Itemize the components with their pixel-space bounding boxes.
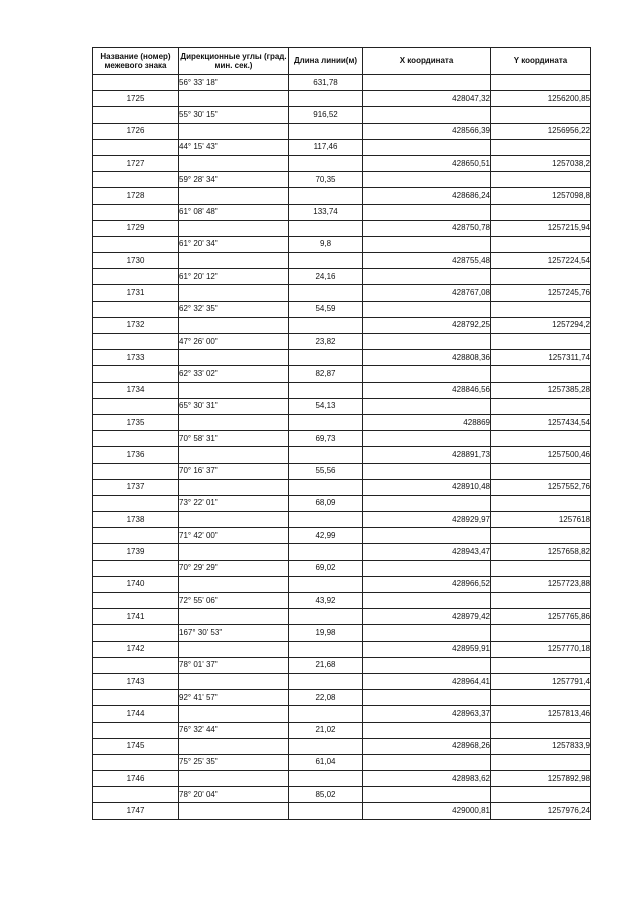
cell-marker-name: 1738 [93,512,179,528]
cell-x-coordinate [363,334,491,350]
cell-direction-angle: 70° 29' 29" [179,560,289,576]
cell-direction-angle: 47° 26' 00" [179,334,289,350]
table-row [93,414,591,430]
cell-marker-name: 1743 [93,673,179,689]
table-row [93,771,591,787]
cell-line-length [289,771,363,787]
table-row [93,253,591,269]
table-row [93,317,591,333]
cell-marker-name: 1732 [93,317,179,333]
cell-line-length [289,673,363,689]
cell-y-coordinate [491,657,591,673]
cell-line-length [289,253,363,269]
cell-y-coordinate: 1257552,76 [491,479,591,495]
cell-x-coordinate: 428792,25 [363,317,491,333]
cell-line-length [289,738,363,754]
cell-y-coordinate [491,560,591,576]
cell-y-coordinate [491,204,591,220]
table-row [93,544,591,560]
cell-marker-name: 1737 [93,479,179,495]
cell-marker-name [93,431,179,447]
table-row [93,382,591,398]
cell-x-coordinate [363,560,491,576]
cell-direction-angle [179,123,289,139]
cell-x-coordinate [363,398,491,414]
cell-y-coordinate: 1257813,46 [491,706,591,722]
cell-marker-name [93,787,179,803]
cell-direction-angle: 92° 41' 57" [179,690,289,706]
cell-y-coordinate [491,593,591,609]
cell-line-length: 68,09 [289,495,363,511]
cell-x-coordinate: 429000,81 [363,803,491,819]
cell-x-coordinate: 428755,48 [363,253,491,269]
cell-direction-angle: 62° 33' 02" [179,366,289,382]
cell-marker-name: 1741 [93,609,179,625]
cell-line-length [289,382,363,398]
table-row [93,576,591,592]
table-row [93,609,591,625]
cell-marker-name [93,528,179,544]
cell-direction-angle [179,803,289,819]
table-row [93,188,591,204]
table-row [93,447,591,463]
cell-x-coordinate [363,204,491,220]
cell-x-coordinate [363,495,491,511]
table-row [93,366,591,382]
cell-marker-name: 1746 [93,771,179,787]
cell-x-coordinate [363,722,491,738]
cell-marker-name [93,236,179,252]
table-row [93,722,591,738]
cell-line-length: 61,04 [289,754,363,770]
table-row [93,706,591,722]
cell-marker-name: 1726 [93,123,179,139]
cell-marker-name [93,269,179,285]
cell-y-coordinate: 1257098,8 [491,188,591,204]
header-length: Длина линии(м) [289,48,363,75]
cell-line-length: 24,16 [289,269,363,285]
cell-x-coordinate [363,431,491,447]
cell-direction-angle [179,253,289,269]
cell-x-coordinate: 428566,39 [363,123,491,139]
cell-marker-name [93,366,179,382]
cell-marker-name [93,560,179,576]
table-row [93,463,591,479]
cell-line-length [289,512,363,528]
cell-line-length [289,123,363,139]
cell-line-length [289,155,363,171]
cell-x-coordinate [363,528,491,544]
cell-x-coordinate [363,787,491,803]
cell-marker-name: 1747 [93,803,179,819]
cell-y-coordinate: 1257976,24 [491,803,591,819]
cell-x-coordinate: 428047,32 [363,91,491,107]
table-row [93,593,591,609]
table-row [93,625,591,641]
cell-y-coordinate [491,463,591,479]
cell-x-coordinate [363,754,491,770]
cell-x-coordinate [363,172,491,188]
cell-line-length: 21,68 [289,657,363,673]
cell-line-length: 631,78 [289,75,363,91]
cell-y-coordinate [491,269,591,285]
cell-line-length: 21,02 [289,722,363,738]
cell-x-coordinate [363,236,491,252]
header-x-coordinate: X координата [363,48,491,75]
cell-y-coordinate [491,139,591,155]
cell-y-coordinate [491,301,591,317]
cell-y-coordinate [491,690,591,706]
cell-y-coordinate [491,172,591,188]
cell-line-length [289,706,363,722]
cell-direction-angle [179,771,289,787]
cell-y-coordinate [491,75,591,91]
cell-marker-name: 1745 [93,738,179,754]
cell-line-length [289,544,363,560]
table-row [93,431,591,447]
cell-y-coordinate [491,107,591,123]
cell-marker-name [93,204,179,220]
table-row [93,155,591,171]
cell-x-coordinate: 428650,51 [363,155,491,171]
cell-direction-angle [179,155,289,171]
cell-y-coordinate [491,722,591,738]
cell-direction-angle [179,350,289,366]
cell-y-coordinate: 1257500,46 [491,447,591,463]
cell-direction-angle [179,382,289,398]
cell-x-coordinate: 428983,62 [363,771,491,787]
header-y-coordinate: Y координата [491,48,591,75]
cell-line-length: 42,99 [289,528,363,544]
cell-direction-angle: 75° 25' 35" [179,754,289,770]
cell-direction-angle: 65° 30' 31" [179,398,289,414]
cell-y-coordinate [491,625,591,641]
cell-x-coordinate: 428963,37 [363,706,491,722]
cell-marker-name [93,334,179,350]
cell-direction-angle [179,738,289,754]
cell-direction-angle [179,447,289,463]
cell-marker-name: 1733 [93,350,179,366]
cell-line-length [289,220,363,236]
cell-direction-angle: 72° 55' 06" [179,593,289,609]
cell-x-coordinate [363,657,491,673]
cell-y-coordinate: 1257311,74 [491,350,591,366]
cell-direction-angle: 78° 01' 37" [179,657,289,673]
cell-x-coordinate [363,75,491,91]
cell-marker-name: 1742 [93,641,179,657]
cell-marker-name: 1734 [93,382,179,398]
cell-marker-name: 1735 [93,414,179,430]
cell-marker-name: 1744 [93,706,179,722]
cell-line-length [289,91,363,107]
cell-y-coordinate [491,495,591,511]
cell-y-coordinate: 1257385,28 [491,382,591,398]
cell-direction-angle [179,673,289,689]
table-row [93,754,591,770]
cell-x-coordinate [363,269,491,285]
table-row [93,641,591,657]
cell-direction-angle: 167° 30' 53" [179,625,289,641]
cell-line-length [289,285,363,301]
cell-marker-name: 1727 [93,155,179,171]
cell-marker-name [93,301,179,317]
cell-direction-angle [179,641,289,657]
cell-line-length: 69,73 [289,431,363,447]
cell-line-length [289,350,363,366]
cell-x-coordinate [363,593,491,609]
cell-direction-angle [179,609,289,625]
table-row [93,236,591,252]
cell-x-coordinate [363,463,491,479]
cell-marker-name [93,625,179,641]
cell-x-coordinate: 428959,91 [363,641,491,657]
cell-direction-angle: 78° 20' 04" [179,787,289,803]
cell-line-length: 82,87 [289,366,363,382]
table-row [93,139,591,155]
header-angle: Дирекционные углы (град. мин. сек.) [179,48,289,75]
cell-y-coordinate: 1257215,94 [491,220,591,236]
cell-marker-name [93,690,179,706]
cell-direction-angle: 73° 22' 01" [179,495,289,511]
cell-y-coordinate: 1257294,2 [491,317,591,333]
cell-direction-angle [179,544,289,560]
cell-direction-angle [179,188,289,204]
cell-y-coordinate: 1257038,2 [491,155,591,171]
cell-line-length: 55,56 [289,463,363,479]
cell-marker-name [93,172,179,188]
cell-marker-name [93,722,179,738]
table-row [93,350,591,366]
cell-line-length: 54,59 [289,301,363,317]
cell-y-coordinate: 1257224,54 [491,253,591,269]
cell-marker-name: 1725 [93,91,179,107]
cell-line-length [289,447,363,463]
cell-y-coordinate: 1257245,76 [491,285,591,301]
cell-x-coordinate: 428869 [363,414,491,430]
cell-y-coordinate [491,431,591,447]
cell-direction-angle [179,512,289,528]
cell-x-coordinate [363,625,491,641]
cell-direction-angle [179,91,289,107]
cell-x-coordinate: 428910,48 [363,479,491,495]
cell-line-length: 19,98 [289,625,363,641]
table-row [93,91,591,107]
cell-marker-name [93,463,179,479]
cell-direction-angle: 61° 20' 34" [179,236,289,252]
cell-direction-angle: 71° 42' 00" [179,528,289,544]
cell-marker-name: 1729 [93,220,179,236]
cell-marker-name [93,398,179,414]
cell-marker-name [93,657,179,673]
cell-direction-angle: 70° 16' 37" [179,463,289,479]
cell-x-coordinate: 428979,42 [363,609,491,625]
cell-direction-angle: 61° 20' 12" [179,269,289,285]
cell-line-length: 916,52 [289,107,363,123]
cell-x-coordinate: 428929,97 [363,512,491,528]
cell-line-length: 9,8 [289,236,363,252]
cell-marker-name: 1731 [93,285,179,301]
cell-marker-name [93,593,179,609]
cell-y-coordinate: 1257765,86 [491,609,591,625]
table-row [93,172,591,188]
cell-y-coordinate [491,366,591,382]
cell-direction-angle [179,414,289,430]
cell-line-length: 117,46 [289,139,363,155]
cell-line-length [289,317,363,333]
cell-x-coordinate [363,107,491,123]
cell-marker-name [93,107,179,123]
table-row [93,204,591,220]
cell-y-coordinate [491,528,591,544]
header-name: Название (номер) межевого знака [93,48,179,75]
cell-marker-name: 1740 [93,576,179,592]
cell-direction-angle: 59° 28' 34" [179,172,289,188]
cell-marker-name [93,754,179,770]
cell-line-length: 22,08 [289,690,363,706]
cell-x-coordinate: 428846,56 [363,382,491,398]
table-row [93,690,591,706]
cell-marker-name: 1728 [93,188,179,204]
cell-line-length [289,576,363,592]
cell-direction-angle: 62° 32' 35" [179,301,289,317]
table-row [93,528,591,544]
cell-direction-angle [179,317,289,333]
cell-x-coordinate: 428750,78 [363,220,491,236]
cell-y-coordinate: 1256200,85 [491,91,591,107]
table-row [93,479,591,495]
cell-line-length [289,414,363,430]
cell-x-coordinate [363,301,491,317]
cell-y-coordinate: 1256956,22 [491,123,591,139]
cell-y-coordinate: 1257892,98 [491,771,591,787]
table-row [93,673,591,689]
cell-line-length [289,803,363,819]
table-row [93,657,591,673]
cell-marker-name [93,75,179,91]
cell-marker-name: 1730 [93,253,179,269]
cell-line-length [289,641,363,657]
cell-direction-angle: 70° 58' 31" [179,431,289,447]
cell-line-length: 54,13 [289,398,363,414]
table-row [93,334,591,350]
table-row [93,495,591,511]
table-row [93,787,591,803]
table-row [93,269,591,285]
table-row [93,512,591,528]
cell-line-length: 70,35 [289,172,363,188]
table-row [93,75,591,91]
cell-line-length: 85,02 [289,787,363,803]
cell-line-length [289,609,363,625]
table-row [93,398,591,414]
cell-direction-angle: 61° 08' 48" [179,204,289,220]
cell-x-coordinate: 428767,08 [363,285,491,301]
table-row [93,220,591,236]
cell-direction-angle [179,706,289,722]
table-row [93,301,591,317]
table-row [93,285,591,301]
table-row [93,560,591,576]
cell-x-coordinate: 428964,41 [363,673,491,689]
cell-direction-angle [179,220,289,236]
cell-y-coordinate: 1257618 [491,512,591,528]
cell-direction-angle: 76° 32' 44" [179,722,289,738]
cell-direction-angle [179,285,289,301]
cell-x-coordinate [363,690,491,706]
cell-marker-name [93,139,179,155]
cell-marker-name [93,495,179,511]
table-row [93,738,591,754]
cell-y-coordinate: 1257723,88 [491,576,591,592]
cell-direction-angle [179,576,289,592]
table-body [93,75,591,820]
cell-direction-angle: 55° 30' 15" [179,107,289,123]
table-header-row [93,48,591,75]
cell-x-coordinate: 428808,36 [363,350,491,366]
cell-marker-name: 1739 [93,544,179,560]
cell-x-coordinate: 428891,73 [363,447,491,463]
cell-direction-angle: 44° 15' 43" [179,139,289,155]
cell-y-coordinate [491,787,591,803]
cell-y-coordinate: 1257791,4 [491,673,591,689]
cell-x-coordinate: 428968,26 [363,738,491,754]
cell-direction-angle: 56° 33' 18" [179,75,289,91]
cell-x-coordinate [363,139,491,155]
cell-y-coordinate [491,398,591,414]
cell-x-coordinate: 428686,24 [363,188,491,204]
table-row [93,123,591,139]
table-row [93,803,591,819]
table-row [93,107,591,123]
cell-y-coordinate: 1257434,54 [491,414,591,430]
coordinates-table [92,47,591,820]
cell-y-coordinate: 1257833,9 [491,738,591,754]
cell-y-coordinate [491,334,591,350]
cell-y-coordinate: 1257658,82 [491,544,591,560]
cell-line-length [289,188,363,204]
cell-x-coordinate: 428943,47 [363,544,491,560]
cell-line-length: 69,02 [289,560,363,576]
cell-line-length: 43,92 [289,593,363,609]
cell-direction-angle [179,479,289,495]
cell-x-coordinate: 428966,52 [363,576,491,592]
cell-y-coordinate [491,236,591,252]
cell-line-length: 133,74 [289,204,363,220]
cell-marker-name: 1736 [93,447,179,463]
cell-y-coordinate: 1257770,18 [491,641,591,657]
cell-line-length: 23,82 [289,334,363,350]
cell-y-coordinate [491,754,591,770]
cell-line-length [289,479,363,495]
cell-x-coordinate [363,366,491,382]
